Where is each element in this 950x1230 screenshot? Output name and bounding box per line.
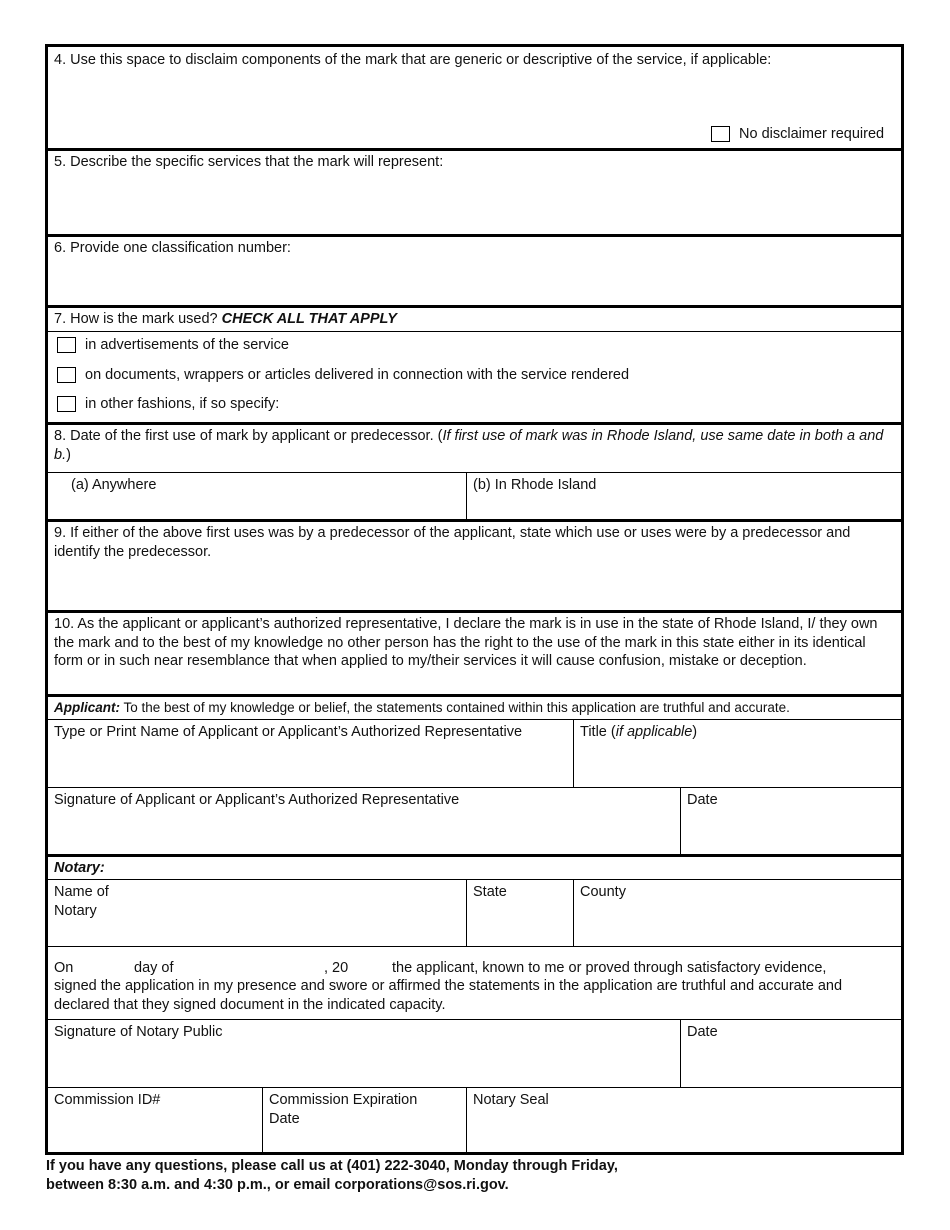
q10-label: 10. As the applicant or applicant’s authorized representative, I declare the mark is in use in the state of Rhode Island, I/ they own the mark and to the best of my knowledge no other person has the right to the use of the mark in this state either in its identical form or in such near resemblance that when applied to my/their services it will cause confusion, mistake or deception.	[54, 616, 878, 669]
q9-label: 9. If either of the above first uses was by a predecessor of the applicant, state which use or uses were by a predecessor and identify the predecessor.	[54, 525, 851, 560]
no-disclaimer-label: No disclaimer required	[739, 126, 885, 142]
section-7	[48, 305, 901, 422]
q7-option-other[interactable]	[57, 394, 279, 414]
section-6[interactable]	[48, 234, 901, 305]
applicant-date-label: Date	[687, 792, 718, 808]
q6-label: 6. Provide one classification number:	[54, 240, 291, 256]
notary-date-label: Date	[687, 1024, 718, 1040]
notary-county-field[interactable]	[573, 880, 901, 946]
other-fashions-checkbox[interactable]	[57, 396, 76, 412]
ack-on: On	[54, 960, 74, 976]
first-use-rhode-island-field[interactable]	[466, 473, 901, 519]
applicant-name-row	[48, 719, 901, 787]
section-9[interactable]	[48, 519, 901, 610]
documents-checkbox[interactable]	[57, 367, 76, 383]
q5-label: 5. Describe the specific services that the mark will represent:	[54, 154, 444, 170]
section-8	[48, 422, 901, 519]
title-label: Title (	[580, 724, 616, 740]
notary-seal-label: Notary Seal	[473, 1092, 549, 1108]
commission-exp-label-1: Commission Expiration	[269, 1092, 418, 1108]
applicant-title-field[interactable]	[573, 720, 901, 787]
commission-row	[48, 1087, 901, 1152]
notary-heading-text: Notary:	[54, 860, 105, 876]
notary-date-field[interactable]	[680, 1020, 901, 1087]
option-label: on documents, wrappers or articles delivered in connection with the service rendered	[85, 367, 630, 383]
commission-expiration-field[interactable]	[262, 1088, 466, 1152]
q8-close: )	[66, 446, 71, 463]
footer-contact	[46, 1157, 618, 1195]
commission-exp-label-2: Date	[269, 1110, 300, 1127]
q8-note: If first use of mark was in Rhode Island, use same date in both a and b.	[54, 428, 884, 463]
footer-line-2: between 8:30 a.m. and 4:30 p.m., or email corporations@sos.ri.gov.	[46, 1177, 509, 1193]
notary-ack-line-1	[54, 959, 899, 978]
applicant-name-label: Type or Print Name of Applicant or Applicant’s Authorized Representative	[54, 724, 523, 740]
no-disclaimer-option[interactable]	[711, 124, 884, 144]
form-frame	[45, 44, 904, 1155]
option-label: in advertisements of the service	[85, 337, 289, 353]
notary-state-field[interactable]	[466, 880, 573, 946]
q4-label: 4. Use this space to disclaim components of the mark that are generic or descriptive of the service, if applicable:	[54, 52, 772, 68]
notary-name-label-2: Notary	[54, 902, 97, 919]
notary-signature-field[interactable]	[48, 1020, 680, 1087]
section-10	[48, 610, 901, 694]
q7-label	[54, 310, 397, 329]
q8-label	[54, 427, 884, 464]
q7-emphasis: CHECK ALL THAT APPLY	[221, 311, 397, 327]
applicant-statement	[48, 694, 901, 719]
commission-id-label: Commission ID#	[54, 1092, 161, 1108]
applicant-signature-row	[48, 787, 901, 854]
footer-line-1: If you have any questions, please call us at (401) 222-3040, Monday through Friday,	[46, 1158, 618, 1174]
notary-signature-label: Signature of Notary Public	[54, 1024, 223, 1040]
commission-id-field[interactable]	[48, 1088, 262, 1152]
applicant-signature-label: Signature of Applicant or Applicant’s Authorized Representative	[54, 792, 460, 808]
applicant-statement-text	[54, 699, 790, 718]
q8-text: 8. Date of the first use of mark by applicant or predecessor. (	[54, 428, 443, 444]
q7-option-advertisements[interactable]	[57, 335, 289, 355]
applicant-statement-body: To the best of my knowledge or belief, the statements contained within this application are truthful and accurate.	[123, 700, 790, 715]
ack-sentence-2: signed the application in my presence and swore or affirmed the statements in the application are truthful and accurate and declared that they signed document in the indicated capacity.	[54, 978, 843, 1013]
applicant-heading: Applicant:	[54, 700, 120, 715]
notary-name-row	[48, 879, 901, 946]
anywhere-label: (a) Anywhere	[71, 477, 157, 493]
applicant-date-field[interactable]	[680, 788, 901, 854]
title-close: )	[692, 724, 698, 740]
notary-seal-field	[466, 1088, 901, 1152]
notary-county-label: County	[580, 884, 626, 900]
no-disclaimer-checkbox[interactable]	[711, 126, 730, 142]
notary-name-field[interactable]	[48, 880, 466, 946]
title-note: if applicable	[615, 724, 693, 740]
section-4	[48, 47, 901, 148]
applicant-name-field[interactable]	[48, 720, 573, 787]
ack-day-of: day of	[134, 960, 174, 976]
notary-name-label-1: Name of	[54, 884, 109, 900]
q7-option-documents[interactable]	[57, 365, 629, 385]
q7-question: 7. How is the mark used?	[54, 311, 218, 327]
option-label: in other fashions, if so specify:	[85, 396, 280, 412]
ack-year-prefix: , 20	[324, 960, 349, 976]
notary-state-label: State	[473, 884, 507, 900]
notary-signature-row	[48, 1019, 901, 1087]
first-use-anywhere-field[interactable]	[48, 473, 466, 519]
advertisements-checkbox[interactable]	[57, 337, 76, 353]
rhode-island-label: (b) In Rhode Island	[473, 477, 597, 493]
section-5[interactable]	[48, 148, 901, 234]
notary-acknowledgement	[48, 946, 901, 1019]
ack-sentence-1: the applicant, known to me or proved through satisfactory evidence,	[392, 960, 827, 976]
applicant-signature-field[interactable]	[48, 788, 680, 854]
notary-heading	[54, 859, 105, 878]
notary-heading-row	[48, 854, 901, 879]
